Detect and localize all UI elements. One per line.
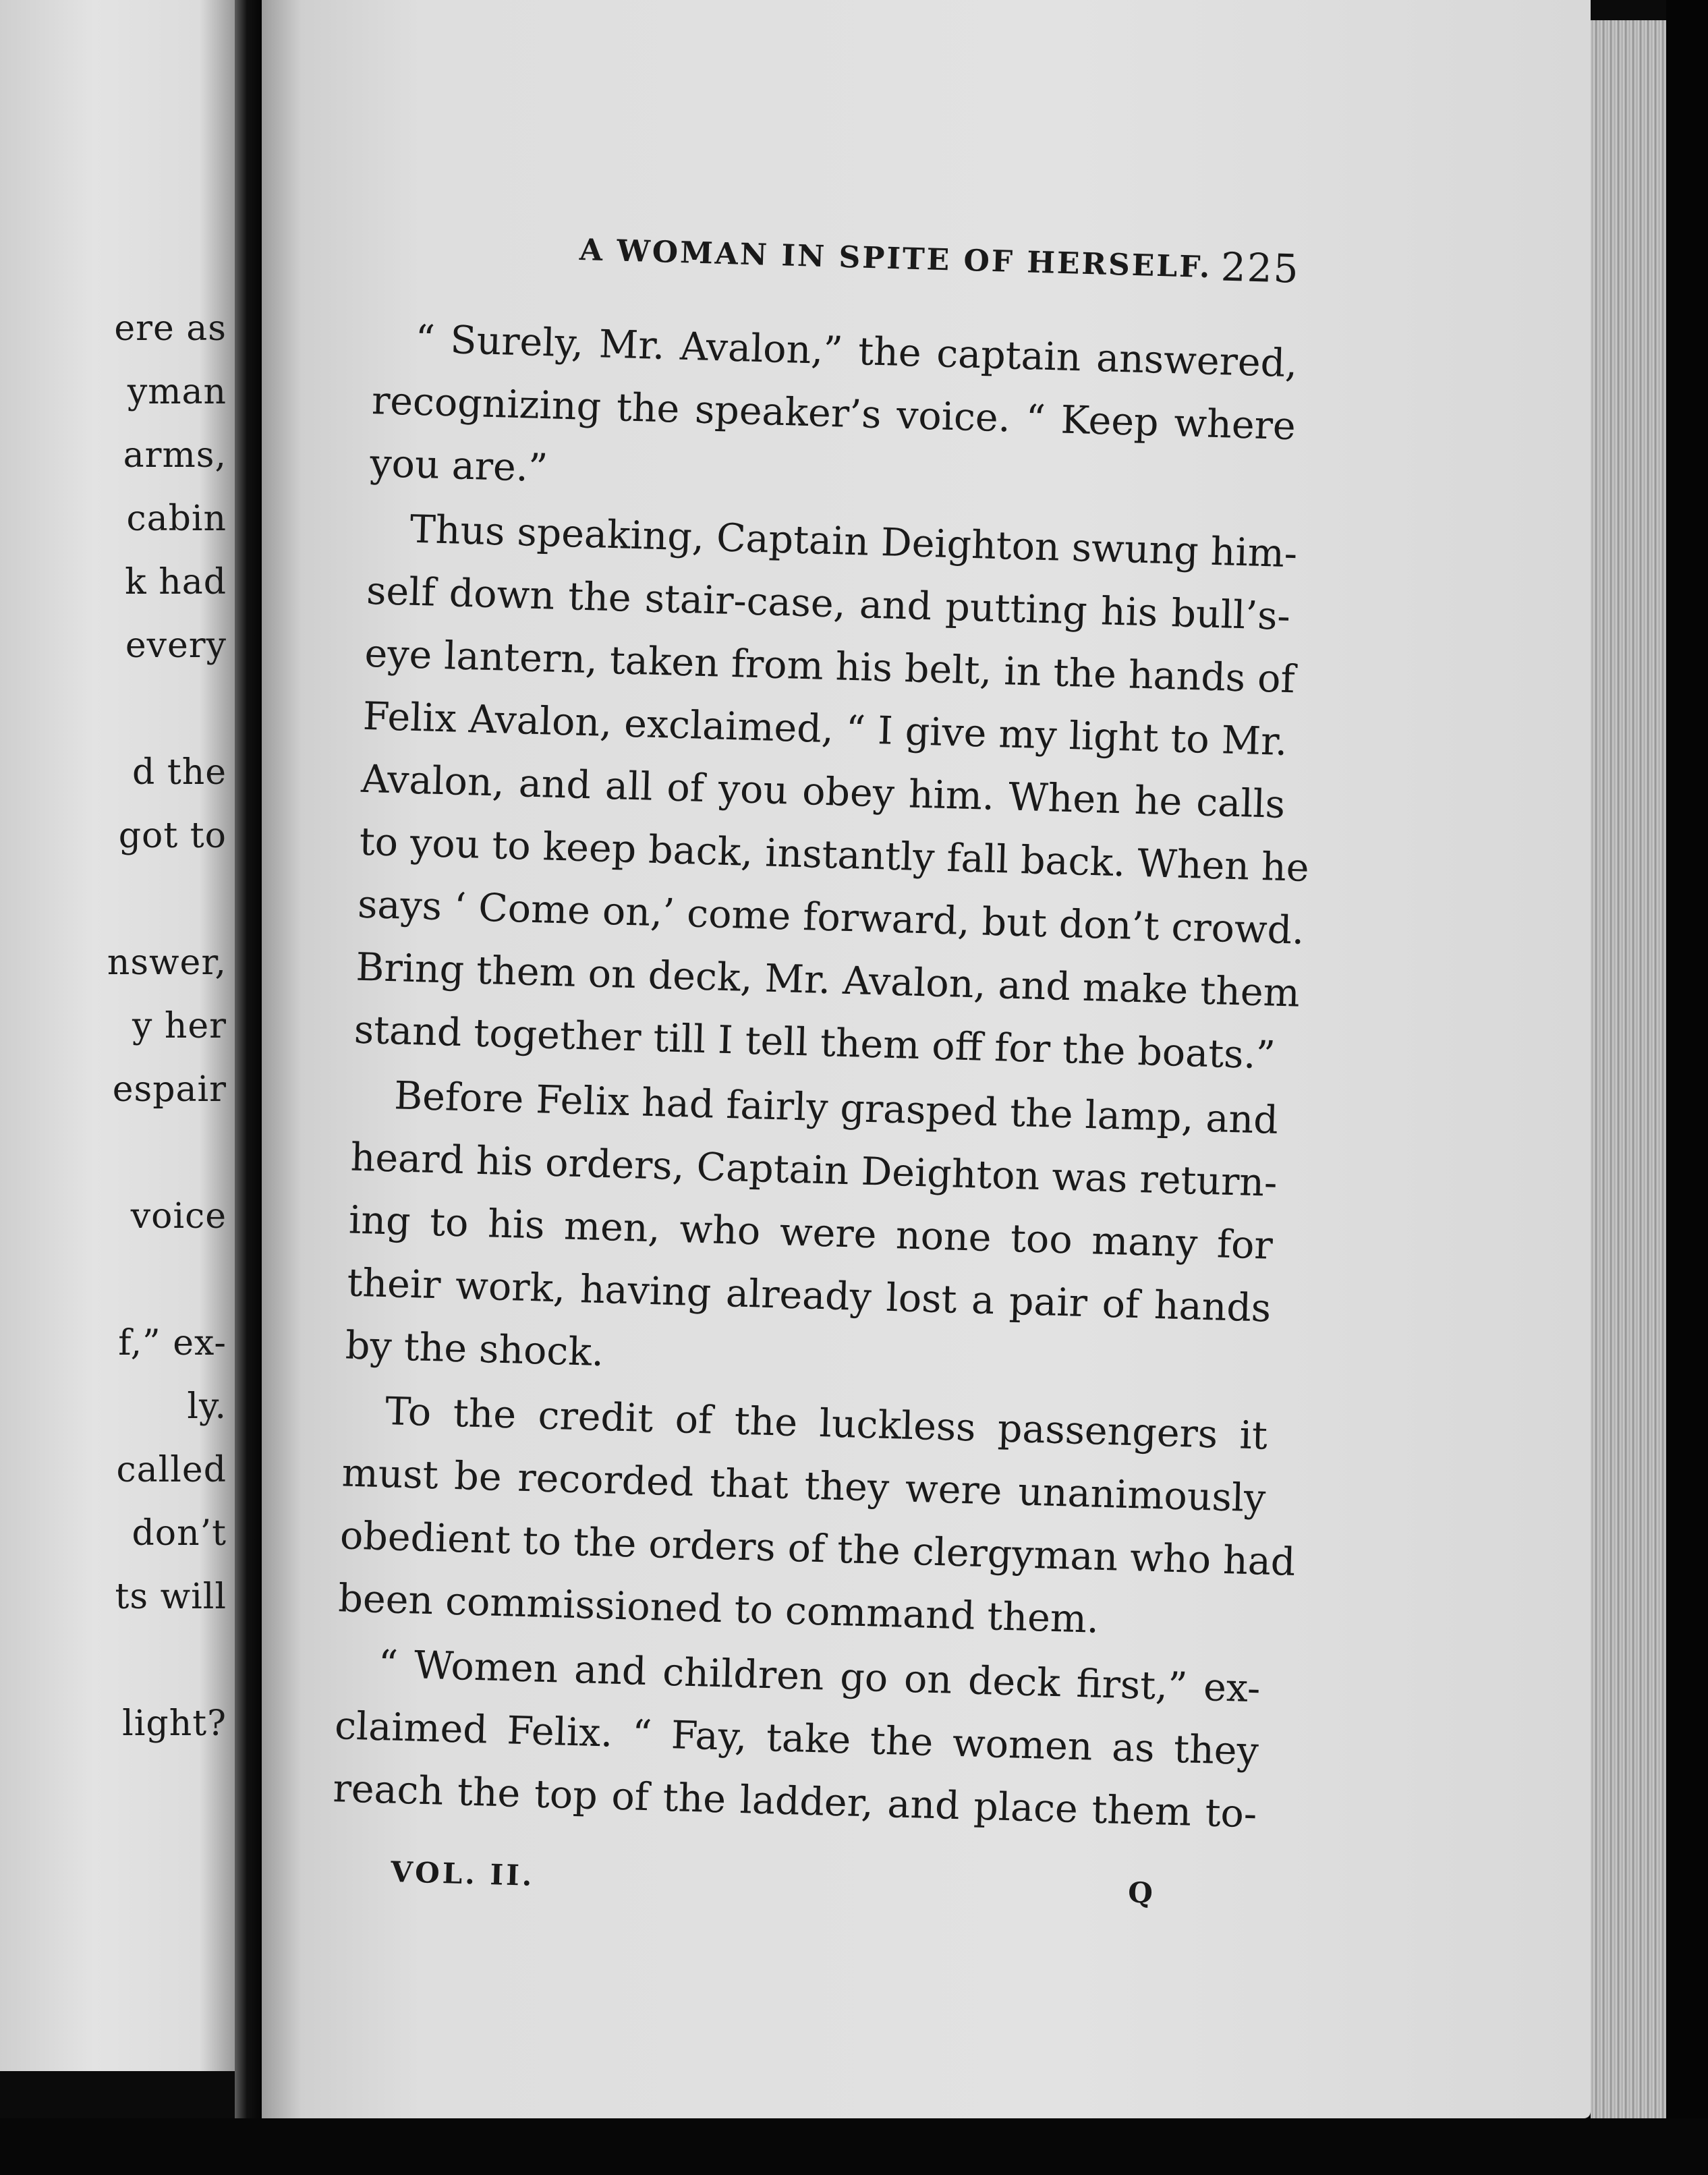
text-line: eye lantern, taken from his belt, in the hands of <box>364 631 1296 702</box>
left-line <box>4 868 227 931</box>
text-line: Before Felix had fairly grasped the lamp, and <box>393 1073 1279 1143</box>
left-line: espair <box>112 1069 227 1110</box>
page-edges <box>1591 20 1666 2118</box>
text-line: been commissioned to command them. <box>337 1576 1100 1642</box>
left-line: k had <box>125 562 227 602</box>
text-line: obedient to the orders of the clergyman who had <box>339 1513 1297 1585</box>
text-line: claimed Felix. “ Fay, take the women as they <box>334 1703 1259 1774</box>
text-line: “ Surely, Mr. Avalon,” the captain answered, <box>414 316 1299 387</box>
left-line: voice <box>130 1196 227 1237</box>
left-line: called <box>116 1450 227 1490</box>
left-line: light? <box>122 1703 227 1744</box>
left-line: every <box>125 625 227 666</box>
left-page <box>0 0 235 2071</box>
text-line: “ Women and children go on deck first,” ex- <box>377 1641 1261 1712</box>
text-line: their work, having already lost a pair of hands <box>346 1260 1272 1331</box>
text-line: ing to his men, who were none too many for <box>348 1197 1274 1268</box>
left-line: f,” ex- <box>118 1323 227 1363</box>
text-line: by the shock. <box>345 1323 604 1376</box>
left-line <box>4 1248 227 1311</box>
left-line: cabin <box>126 499 227 539</box>
left-line: d the <box>132 752 227 793</box>
text-line: Avalon, and all of you obey him. When he calls <box>360 756 1286 827</box>
text-line: reach the top of the ladder, and place them to- <box>332 1766 1258 1837</box>
text-line: stand together till I tell them off for the boats.” <box>353 1007 1276 1078</box>
body-text <box>332 307 1310 1846</box>
left-line: don’t <box>132 1513 227 1554</box>
text-line: must be recorded that they were unanimously <box>341 1450 1267 1521</box>
text-line: Thus speaking, Captain Deighton swung him- <box>409 507 1298 577</box>
left-line: yman <box>127 372 227 412</box>
page-number: 225 <box>1220 244 1301 292</box>
scan-border-bottom <box>0 2118 1708 2175</box>
text-line: Bring them on deck, Mr. Avalon, and make them <box>355 944 1301 1016</box>
running-head: A WOMAN IN SPITE OF HERSELF. <box>579 232 1213 285</box>
left-line <box>4 1121 227 1185</box>
left-line: ere as <box>114 308 227 349</box>
volume-label: VOL. II. <box>390 1855 536 1892</box>
text-line: to you to keep back, instantly fall back. When he <box>358 819 1310 891</box>
text-line: recognizing the speaker’s voice. “ Keep where <box>371 378 1297 449</box>
left-line <box>4 677 227 741</box>
left-line: got to <box>118 816 227 856</box>
text-line: self down the stair-case, and putting his bull’s- <box>366 568 1291 640</box>
signature-mark: Q <box>1127 1875 1154 1910</box>
left-line: y her <box>132 1006 227 1046</box>
scan-border-right <box>1666 0 1708 2175</box>
text-line: you are.” <box>369 441 548 491</box>
book-gutter <box>235 0 262 2175</box>
text-line: To the credit of the luckless passengers it <box>385 1389 1268 1459</box>
left-line: ts will <box>115 1577 227 1617</box>
left-line <box>4 1629 227 1692</box>
left-line: arms, <box>123 435 227 476</box>
left-line: ly. <box>187 1386 227 1427</box>
left-page-text <box>4 297 227 1755</box>
left-line: nswer, <box>107 942 227 983</box>
text-line: says ‘ Come on,’ come forward, but don’t crowd. <box>357 882 1305 953</box>
text-line: heard his orders, Captain Deighton was return- <box>349 1135 1278 1206</box>
text-line: Felix Avalon, exclaimed, “ I give my light to Mr. <box>362 694 1288 765</box>
